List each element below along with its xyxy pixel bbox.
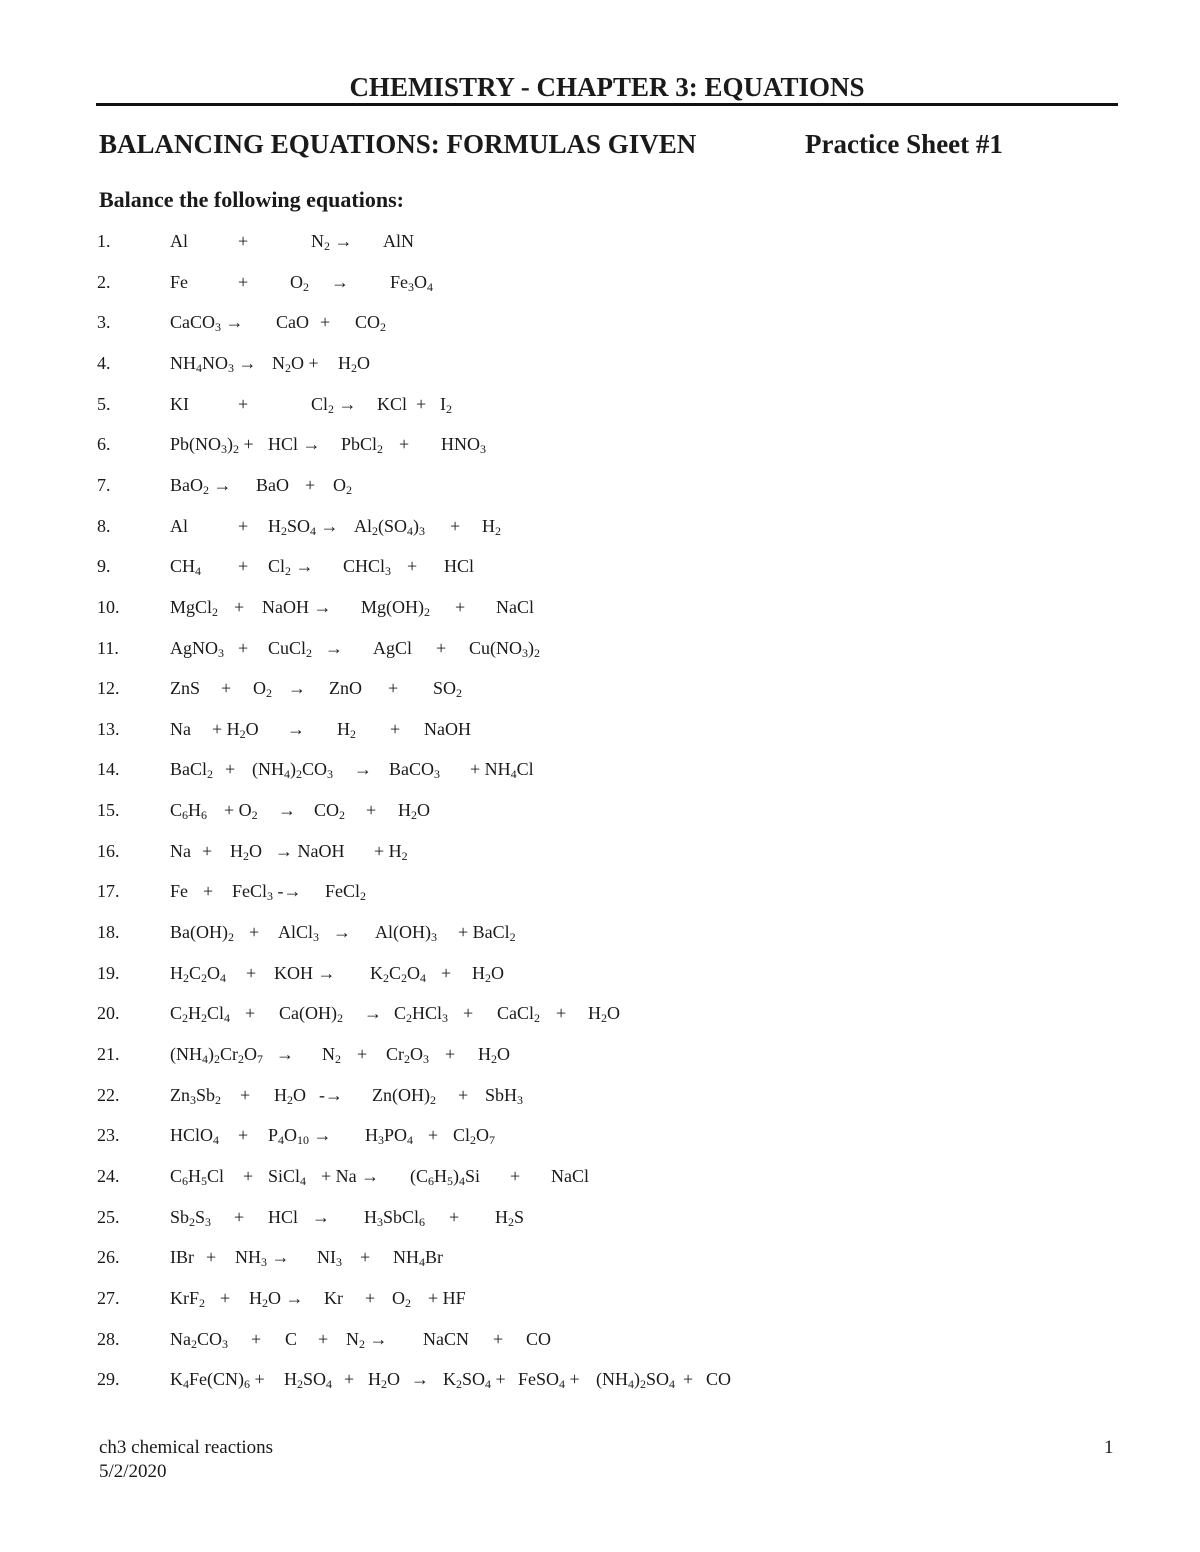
equation-term: → [411,1369,429,1389]
equation-term: + [220,1288,231,1308]
equation-term: $CO_2$ [314,800,346,822]
equation-term: KOH → [274,963,336,983]
equation-term: + [318,1329,329,1349]
equation-term: $H_3PO_4$ [365,1125,414,1147]
footer-date: 5/2/2020 [99,1461,167,1482]
equation-term: $NH_4Br$ [393,1247,443,1269]
equation-term: BaCO$_3$ [389,759,440,781]
equation-term: NaOH [424,719,471,739]
equation-term: SiCl$_4$ [268,1166,307,1188]
equation-term: → [287,719,305,739]
equation-term: NaCl [551,1166,589,1186]
equation-term: $NH_3$ → [235,1247,290,1269]
equation-term: KCl [377,394,408,414]
equation-term: $(C_6H_5)_4Si$ [410,1166,481,1188]
equation-term: ZnS [170,678,201,698]
equation-term: $Cl_2O_7$ [453,1125,496,1147]
equation-number: 2. [97,272,111,292]
equation-term: $C_6H_5Cl$ [170,1166,225,1188]
equation-term: + [357,1044,368,1064]
section-title: BALANCING EQUATIONS: FORMULAS GIVEN [99,129,697,159]
equation-term: → [278,800,296,820]
equation-term: + [234,597,245,617]
equation-term: BaO [256,475,289,495]
equation-term: $Fe_3O_4$ [390,272,433,294]
equation-term: $H_2O$ [338,353,370,375]
equation-term: IBr [170,1247,194,1267]
equation-term: + BaCl$_2$ [458,922,516,944]
equation-number: 4. [97,353,111,373]
equation-term: → [364,1003,382,1023]
header-rule [96,103,1118,106]
equation-term: Kr [324,1288,343,1308]
equation-term: $N_2$ → [311,231,353,253]
equation-number: 15. [97,800,120,820]
equation-term: → [325,638,343,658]
equation-term: BaCl$_2$ [170,759,214,781]
equation-number: 27. [97,1288,120,1308]
equation-term: $Cu(NO_3)_2$ [469,638,540,660]
equation-term: HCl [268,1207,299,1227]
equation-number: 25. [97,1207,120,1227]
equation-term: + [450,516,461,536]
equation-term: + [203,881,214,901]
equation-term: $H_2O$ [274,1085,306,1107]
equation-term: + [238,231,249,251]
equation-term: + [234,1207,245,1227]
equation-term: CO [526,1329,552,1349]
equation-number: 10. [97,597,120,617]
equation-term: BaO$_2$ → [170,475,232,497]
equation-term: $CH_4$ [170,556,202,578]
equation-term: HCl → [268,434,321,454]
equation-term: CaO [276,312,309,332]
equation-term: + [251,1329,262,1349]
equation-term: AlN [383,231,414,251]
equation-term: + [238,272,249,292]
equation-term: $H_2C_2O_4$ [170,963,227,985]
equation-term: + [428,1125,439,1145]
equation-term: + [388,678,399,698]
equation-term: + Na → [321,1166,380,1186]
equation-term: $Cl_2$ → [268,556,314,578]
equation-term: $H_2O$ [478,1044,510,1066]
equation-term: C [285,1329,298,1349]
equation-term: $H_2SO_4$ [284,1369,333,1391]
equation-number: 12. [97,678,120,698]
equation-term: $K_2SO_4$ + [443,1369,506,1391]
equation-term: + [407,556,418,576]
equation-number: 1. [97,231,111,251]
equation-term: $Mg(OH)_2$ [361,597,430,619]
equation-term: Fe [170,272,188,292]
equation-term: CHCl$_3$ [343,556,392,578]
equation-term: $H_3SbCl_6$ [364,1207,426,1229]
equation-term: KI [170,394,189,414]
equation-term: + HF [428,1288,466,1308]
equation-term: + [238,638,249,658]
equation-term: $(NH_4)_2SO_4$ [596,1369,676,1391]
equation-term: + [238,1125,249,1145]
equation-term: + [249,922,260,942]
equation-term: + [366,800,377,820]
equation-term: + [305,475,316,495]
equation-term: + [463,1003,474,1023]
equation-term: $K_4Fe(CN)_6$ + [170,1369,265,1391]
equation-term: AgCl [373,638,413,658]
equation-term: Na [170,841,191,861]
equation-term: + $H_2$ [374,841,408,863]
chapter-title: CHEMISTRY - CHAPTER 3: EQUATIONS [349,72,865,102]
equation-term: + [556,1003,567,1023]
equation-term: FeCl$_2$ [325,881,367,903]
equation-term: $H_2O$ [230,841,262,863]
equation-term: $CO_2$ [355,312,387,334]
equation-term: $H_2O$ [368,1369,400,1391]
equation-term: → NaOH [275,841,345,861]
equation-term: $C_2HCl_3$ [394,1003,449,1025]
equation-term: $C_2H_2Cl_4$ [170,1003,231,1025]
equation-term: + [240,1085,251,1105]
equation-term: CO [706,1369,732,1389]
equation-number: 13. [97,719,120,739]
equation-term: $Zn(OH)_2$ [372,1085,436,1107]
equation-term: $H_2O$ → [249,1288,304,1310]
equation-number: 3. [97,312,111,332]
equation-term: AgNO$_3$ [170,638,224,660]
equation-term: + [399,434,410,454]
equation-number: 21. [97,1044,120,1064]
equation-term: SbH$_3$ [485,1085,524,1107]
equation-term: FeCl$_3$ -→ [232,881,302,903]
equation-term: $NH_4NO_3$ → [170,353,257,375]
equation-term: MgCl$_2$ [170,597,219,619]
equation-number: 7. [97,475,111,495]
equation-term: + [365,1288,376,1308]
equation-term: → [333,922,351,942]
equation-term: FeSO$_4$ + [518,1369,580,1391]
page-number: 1 [1104,1437,1114,1458]
equation-term: + [243,1166,254,1186]
equation-term: $O_2$ [253,678,272,700]
equation-term: $Ca(OH)_2$ [279,1003,343,1025]
equation-term: $NI_3$ [317,1247,342,1269]
equation-term: $K_2C_2O_4$ [370,963,427,985]
equation-term: HClO$_4$ [170,1125,220,1147]
equation-term: PbCl$_2$ [341,434,384,456]
equation-term: + [441,963,452,983]
equation-term: $N_2O$ + [272,353,319,375]
equation-term: $(NH_4)_2CO_3$ [252,759,334,781]
equation-term: $P_4O_{10}$ → [268,1125,332,1147]
equation-number: 28. [97,1329,120,1349]
equation-term: + [360,1247,371,1267]
equation-term: + [245,1003,256,1023]
equation-term: → [354,759,372,779]
equation-term: + [416,394,427,414]
equation-term: + $NH_4Cl$ [470,759,534,781]
equation-term: → [331,272,349,292]
equation-term: $H_2S$ [495,1207,525,1229]
equation-term: + [510,1166,521,1186]
equation-term: $H_2O$ [472,963,504,985]
equation-term: $O_2$ [333,475,352,497]
equation-term: + [221,678,232,698]
equation-term: $(NH_4)_2Cr_2O_7$ [170,1044,263,1066]
equation-number: 9. [97,556,111,576]
equation-term: $N_2$ → [346,1329,388,1351]
equation-term: ZnO [329,678,362,698]
equation-term: $N_2$ [322,1044,341,1066]
equation-term: Al [170,516,188,536]
equation-term: + [493,1329,504,1349]
equation-term: + [238,394,249,414]
equation-term: $Al(OH)_3$ [375,922,437,944]
equation-term: HCl [444,556,475,576]
equation-term: + [206,1247,217,1267]
equation-term: + [683,1369,694,1389]
equation-term: $Cr_2O_3$ [386,1044,429,1066]
equation-term: $H_2O$ [398,800,430,822]
equation-term: $H_2SO_4$ → [268,516,339,538]
equation-term: NaOH → [262,597,332,617]
equation-term: → [312,1207,330,1227]
equation-number: 23. [97,1125,120,1145]
equation-term: $Na_2CO_3$ [170,1329,229,1351]
equation-term: $I_2$ [440,394,452,416]
equation-term: + [320,312,331,332]
equation-term: → [288,678,306,698]
equation-term: CuCl$_2$ [268,638,313,660]
equation-number: 24. [97,1166,120,1186]
equation-term: $Pb(NO_3)_2$ + [170,434,254,456]
equation-term: + [455,597,466,617]
equation-term: CaCl$_2$ [497,1003,541,1025]
equation-number: 22. [97,1085,120,1105]
equation-term: + $H_2O$ [212,719,259,741]
equation-term: Fe [170,881,188,901]
equation-term: NaCl [496,597,534,617]
equation-number: 6. [97,434,111,454]
equation-term: + [238,516,249,536]
equation-term: Na [170,719,191,739]
equation-term: + [436,638,447,658]
equation-term: KrF$_2$ [170,1288,206,1310]
equation-term: + $O_2$ [224,800,258,822]
equation-term: $C_6H_6$ [170,800,208,822]
equation-term: $Ba(OH)_2$ [170,922,234,944]
equation-number: 14. [97,759,120,779]
equation-term: $H_2O$ [588,1003,620,1025]
equation-term: $O_2$ [290,272,309,294]
equation-number: 11. [97,638,119,658]
equation-term: Al [170,231,188,251]
footer-label: ch3 chemical reactions [99,1437,274,1458]
equation-term: + [445,1044,456,1064]
equation-number: 5. [97,394,111,414]
equation-number: 19. [97,963,120,983]
equation-number: 17. [97,881,120,901]
equation-term: $Al_2(SO_4)_3$ [354,516,426,538]
equation-term: + [390,719,401,739]
equation-term: + [458,1085,469,1105]
equation-term: $SO_2$ [433,678,463,700]
equation-term: -→ [319,1085,343,1105]
equation-number: 20. [97,1003,120,1023]
equation-number: 18. [97,922,120,942]
equation-number: 26. [97,1247,120,1267]
equation-term: + [344,1369,355,1389]
equation-term: AlCl$_3$ [278,922,320,944]
equation-term: $H_2$ [482,516,501,538]
equation-number: 29. [97,1369,120,1389]
equation-term: $Sb_2S_3$ [170,1207,212,1229]
equation-term: $Cl_2$ → [311,394,357,416]
equation-term: NaCN [423,1329,469,1349]
equation-term: CaCO$_3$ → [170,312,244,334]
equation-term: + [246,963,257,983]
equation-term: → [276,1044,294,1064]
equation-term: $Zn_3Sb_2$ [170,1085,222,1107]
equation-term: + [449,1207,460,1227]
equation-term: $H_2$ [337,719,356,741]
equation-number: 16. [97,841,120,861]
equation-term: + [202,841,213,861]
instructions: Balance the following equations: [99,187,404,212]
equation-term: + [238,556,249,576]
equation-term: + [225,759,236,779]
equation-number: 8. [97,516,111,536]
equation-term: $O_2$ [392,1288,411,1310]
practice-sheet-label: Practice Sheet #1 [805,129,1003,159]
equation-term: $HNO_3$ [441,434,486,456]
